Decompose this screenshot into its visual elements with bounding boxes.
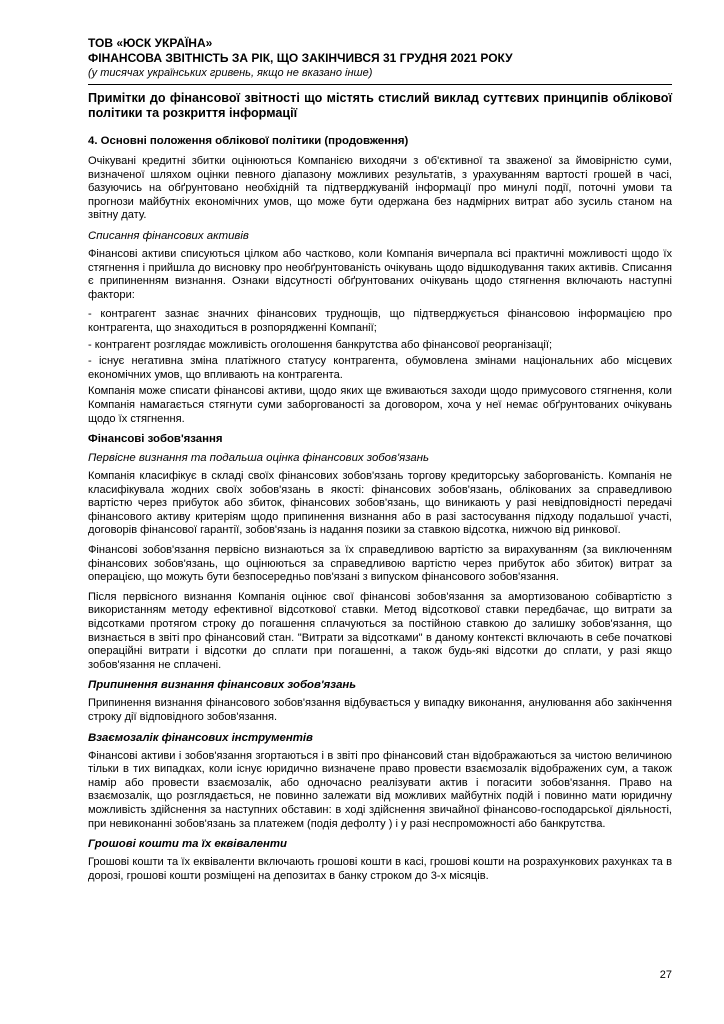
liabilities-paragraph-1: Компанія класифікує в складі своїх фінансових зобов'язань торгову кредиторську заборгованість. Компанія не класифікувала жодних своїх зобов'язань в якості: фінансових зобов'язань, облікованих за справедливою вартістю через прибуток або збиток, фінансових зобов'язань, що виникають у разі невідповідності передачі фінансового активу критеріям щодо припинення визнання або в разі застосування підходу подальшої участі, договорів фінансової гарантії, зобов'язань із надання позики за ставкою відсотка, нижчою від ринкової. (88, 470, 672, 537)
writeoff-heading: Списання фінансових активів (88, 229, 249, 242)
writeoff-paragraph-2: Компанія може списати фінансові активи, щодо яких ще вживаються заходи щодо примусового стягнення, коли Компанія намагається стягнути суми заборгованості за договором, хоча у неї немає обґрунтованих очікувань щодо їх стягнення. (88, 385, 672, 425)
liabilities-subheading: Первісне визнання та подальша оцінка фінансових зобов'язань (88, 452, 429, 465)
statement-title: ФІНАНСОВА ЗВІТНІСТЬ ЗА РІК, ЩО ЗАКІНЧИВСЯ 31 ГРУДНЯ 2021 РОКУ (88, 51, 513, 65)
offset-heading: Взаємозалік фінансових інструментів (88, 731, 313, 744)
page-number: 27 (659, 969, 672, 981)
derecognition-paragraph: Припинення визнання фінансового зобов'язання відбувається у випадку виконання, анулювання або закінчення строку дії відповідного зобов'язання. (88, 697, 672, 723)
intro-paragraph: Очікувані кредитні збитки оцінюються Компанією виходячи з об'єктивної та зваженої за ймовірністю суми, визначеної шляхом оцінки певного діапазону можливих результатів, з урахуванням вартості грошей в часі, базуючись на обґрунтовано необхідній та підтверджуваній інформації про минулі події, поточні умови та прогнози майбутніх економічних умов, що може бути одержана без надмірних витрат або зусиль станом на звітну дату. (88, 155, 672, 222)
document-title: Примітки до фінансової звітності що містять стислий виклад суттєвих принципів облікової політики та розкриття інформації (88, 91, 672, 120)
liabilities-heading: Фінансові зобов'язання (88, 433, 223, 446)
offset-paragraph: Фінансові активи і зобов'язання згортаються і в звіті про фінансовий стан відображаються за чистою величиною тільки в тих випадках, коли існує юридично визначене право провести взаємозалік відображених сум, а також намір або провести взаємозалік, або одночасно реалізувати актив і погасити зобов'язання. Право на взаємозалік, що розглядається, не повинно залежати від можливих майбутніх подій і повинно мати юридичну можливість здійснення за наступних обставин: в ході здійснення звичайної фінансово-господарської діяльності, при невиконанні зобов'язань за платежем (подія дефолту ) і у разі неспроможності або банкрутства. (88, 749, 672, 830)
writeoff-paragraph-1: Фінансові активи списуються цілком або частково, коли Компанія вичерпала всі практичні можливості щодо їх стягнення і прийшла до висновку про необґрунтованість очікувань щодо відшкодування таких активів. Списання є припиненням визнання. Ознаки відсутності обґрунтованих очікувань щодо стягнення включають наступні фактори: (88, 247, 672, 301)
report-page (88, 36, 672, 889)
cash-paragraph: Грошові кошти та їх еквіваленти включають грошові кошти в касі, грошові кошти на розрахункових рахунках та в дорозі, грошові кошти розміщені на депозитах в банку строком до 3-х місяців. (88, 856, 672, 882)
header-divider (88, 84, 672, 85)
writeoff-factor-2: - контрагент розглядає можливість оголошення банкрутства або фінансової реорганізації; (88, 338, 553, 351)
cash-heading: Грошові кошти та їх еквіваленти (88, 838, 287, 851)
section-title: 4. Основні положення облікової політики (продовження) (88, 135, 409, 147)
writeoff-factor-3: - існує негативна зміна платіжного статусу контрагента, обумовлена змінами національних або місцевих економічних умов, що впливають на контрагента. (88, 355, 672, 381)
derecognition-heading: Припинення визнання фінансових зобов'язань (88, 679, 357, 692)
writeoff-factor-1: - контрагент зазнає значних фінансових труднощів, що підтверджується фінансовою інформацією про контрагента, що знаходиться в розпорядженні Компанії; (88, 308, 672, 334)
units-note: (у тисячах українських гривень, якщо не вказано інше) (88, 67, 373, 79)
company-name: ТОВ «ЮСК УКРАЇНА» (88, 36, 213, 50)
liabilities-paragraph-3: Після первісного визнання Компанія оцінює свої фінансові зобов'язання за амортизованою собівартістю з використанням методу ефективної відсоткової ставки. Метод відсоткової ставки передбачає, що витрати за відсотками протягом строку до погашення сплачуються за постійною ставкою до залишку зобов'язання, що визнається в звіті про фінансовий стан. "Витрати за відсотками" в даному контексті включають в себе початкові операційні витрати і відсотки до сплати при погашенні, а також будь-які відсотки до сплати, у разі якщо зобов'язання не сплачені. (88, 590, 672, 671)
liabilities-paragraph-2: Фінансові зобов'язання первісно визнаються за їх справедливою вартістю за вирахуванням (за виключенням фінансових зобов'язань, що оцінюються за справедливою вартістю через прибуток або збиток) витрат за операцією, що можуть бути безпосередньо пов'язані з випуском фінансового зобов'язання. (88, 544, 672, 584)
